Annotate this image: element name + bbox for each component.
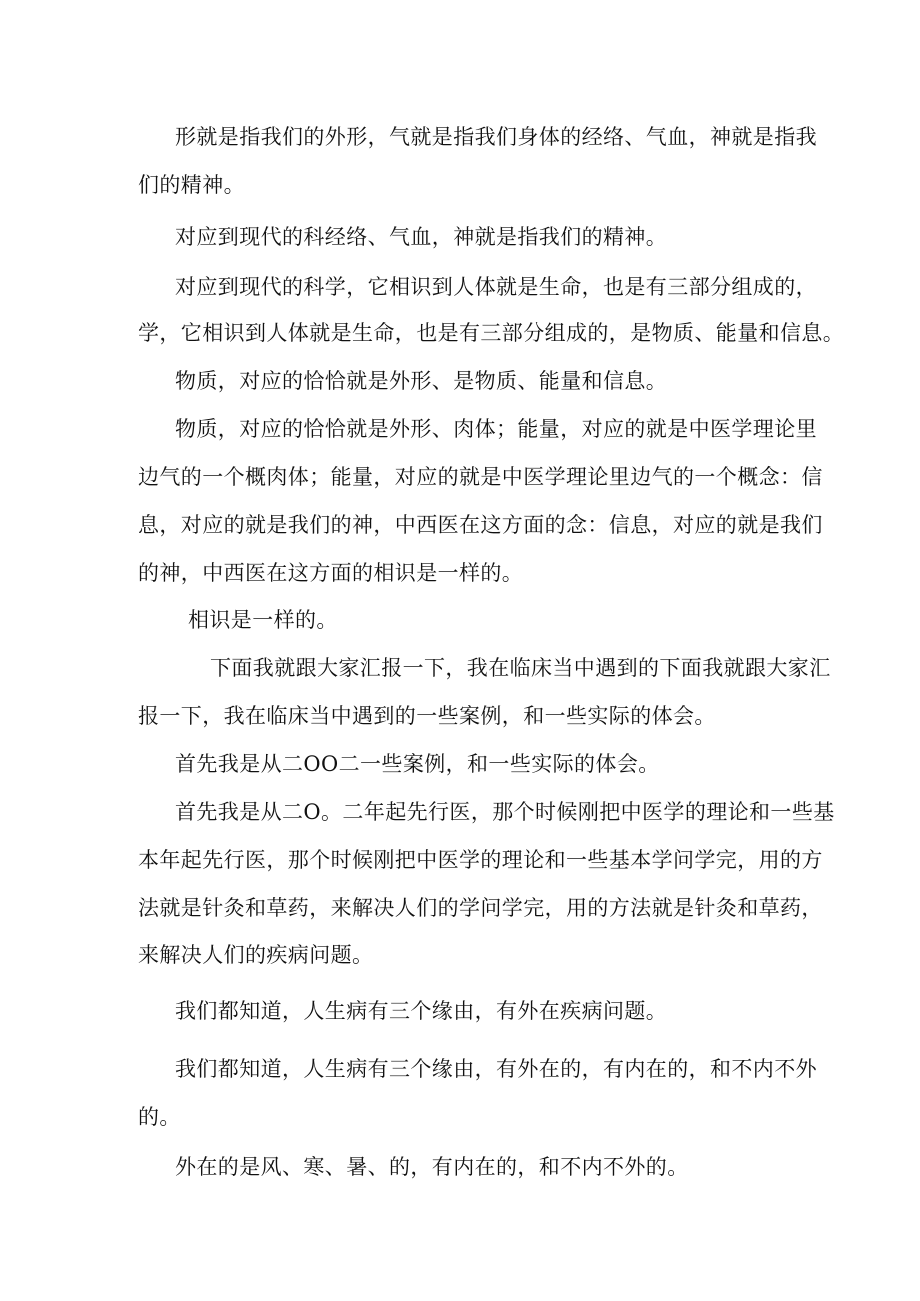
text-line-5: 学，它相识到人体就是生命，也是有三部分组成的，是物质、能量和信息。 [138,321,845,345]
text-line-15: 首先我是从二O。二年起先行医，那个时候刚把中医学的理论和一些基 [175,800,835,824]
text-line-19: 我们都知道，人生病有三个缘由，有外在疾病问题。 [175,999,668,1023]
text-line-11: 相识是一样的。 [188,608,338,632]
text-line-7: 物质，对应的恰恰就是外形、肉体；能量，对应的就是中医学理论里 [175,417,817,441]
text-line-21: 的。 [138,1105,181,1129]
text-line-22: 外在的是风、寒、暑、的，有内在的，和不内不外的。 [175,1155,689,1179]
text-line-4: 对应到现代的科学，它相识到人体就是生命，也是有三部分组成的， [175,275,817,299]
text-line-3: 对应到现代的科经络、气血，神就是指我们的精神。 [175,225,668,249]
text-line-8: 边气的一个概肉体；能量，对应的就是中医学理论里边气的一个概念：信 [138,465,823,489]
text-line-20: 我们都知道，人生病有三个缘由，有外在的，有内在的，和不内不外 [175,1057,817,1081]
text-line-10: 的神，中西医在这方面的相识是一样的。 [138,561,524,585]
text-line-18: 来解决人们的疾病问题。 [138,943,374,967]
text-line-9: 息，对应的就是我们的神，中西医在这方面的念：信息，对应的就是我们 [138,513,823,537]
text-line-13: 报一下，我在临床当中遇到的一些案例，和一些实际的体会。 [138,704,716,728]
text-line-16: 本年起先行医，那个时候刚把中医学的理论和一些基本学问学完，用的方 [138,848,823,872]
text-line-14: 首先我是从二OO二一些案例，和一些实际的体会。 [175,752,660,776]
text-line-6: 物质，对应的恰恰就是外形、是物质、能量和信息。 [175,369,668,393]
text-line-2: 们的精神。 [138,173,245,197]
text-line-17: 法就是针灸和草药，来解决人们的学问学完，用的方法就是针灸和草药， [138,896,823,920]
text-line-12: 下面我就跟大家汇报一下，我在临床当中遇到的下面我就跟大家汇 [210,656,831,680]
text-line-1: 形就是指我们的外形，气就是指我们身体的经络、气血，神就是指我 [175,125,817,149]
